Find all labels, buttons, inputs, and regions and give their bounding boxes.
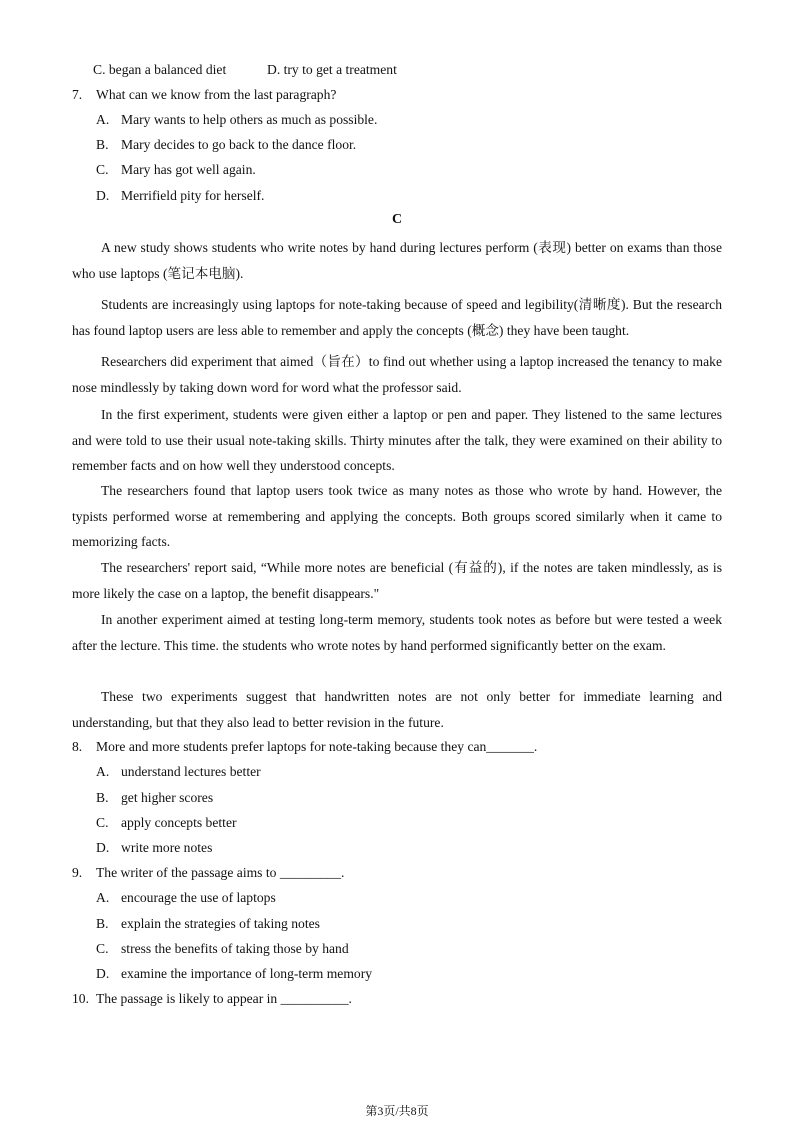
question-number: 10. — [72, 991, 89, 1006]
q7-option-b: B. Mary decides to go back to the dance floor. — [96, 137, 357, 152]
question-7 — [72, 86, 336, 104]
question-number: 9. — [72, 865, 83, 880]
q9-option-c: C. stress the benefits of taking those by hand — [96, 941, 349, 956]
question-stem: The writer of the passage aims to _________. — [96, 865, 345, 880]
question-9 — [72, 864, 344, 882]
question-8 — [72, 738, 537, 756]
passage-paragraph: The researchers found that laptop users took twice as many notes as those who wrote by hand. However, the typists performed worse at remembering and applying the concepts. Both groups scored similarly when it came to memorizing facts. — [72, 483, 722, 549]
question-stem: What can we know from the last paragraph? — [96, 87, 337, 102]
passage-paragraph: These two experiments suggest that handwritten notes are not only better for immediate learning and understanding, but that they also lead to better revision in the future. — [72, 689, 722, 730]
question-stem: More and more students prefer laptops for note-taking because they can_______. — [96, 739, 538, 754]
passage-paragraph: Students are increasingly using laptops for note-taking because of speed and legibility(清晰度). But the research has found laptop users are less able to remember and apply the concepts (概念) they have been taught. — [72, 297, 722, 338]
section-heading: C — [391, 212, 403, 227]
passage-paragraph: A new study shows students who write notes by hand during lectures perform (表现) better on exams than those who use laptops (笔记本电脑). — [72, 240, 722, 281]
q7-option-d: D. Merrifield pity for herself. — [96, 188, 265, 203]
q9-option-d: D. examine the importance of long-term memory — [96, 966, 373, 981]
q8-option-a: A. understand lectures better — [96, 764, 261, 779]
q8-option-c: C. apply concepts better — [96, 815, 237, 830]
question-number: 7. — [72, 87, 83, 102]
page-footer: 第3页/共8页 — [365, 1104, 429, 1118]
q7-option-c: C. Mary has got well again. — [96, 162, 256, 177]
q6-option-d: D. try to get a treatment — [267, 62, 397, 77]
q9-option-b: B. explain the strategies of taking notes — [96, 916, 320, 931]
question-10 — [72, 990, 352, 1008]
q6-option-c: C. began a balanced diet — [93, 62, 227, 77]
passage-paragraph: In the first experiment, students were given either a laptop or pen and paper. They listened to the same lectures and were told to use their usual note-taking skills. Thirty minutes after the talk, they were examined on their ability to remember facts and on how well they understood concepts. — [72, 407, 722, 473]
q7-option-a: A. Mary wants to help others as much as possible. — [96, 112, 378, 127]
question-stem: The passage is likely to appear in __________. — [96, 991, 352, 1006]
question-number: 8. — [72, 739, 83, 754]
passage-paragraph: The researchers' report said, “While more notes are beneficial (有益的), if the notes are taken mindlessly, as is more likely the case on a laptop, the benefit disappears." — [72, 560, 722, 601]
q8-option-d: D. write more notes — [96, 840, 213, 855]
q9-option-a: A. encourage the use of laptops — [96, 890, 276, 905]
passage-paragraph: In another experiment aimed at testing long-term memory, students took notes as before but were tested a week after the lecture. This time. the students who wrote notes by hand performed significantly better on the exam. — [72, 612, 722, 653]
q8-option-b: B. get higher scores — [96, 790, 214, 805]
passage-paragraph: Researchers did experiment that aimed（旨在）to find out whether using a laptop increased the tenancy to make nose mindlessly by taking down word for word what the professor said. — [72, 354, 722, 395]
